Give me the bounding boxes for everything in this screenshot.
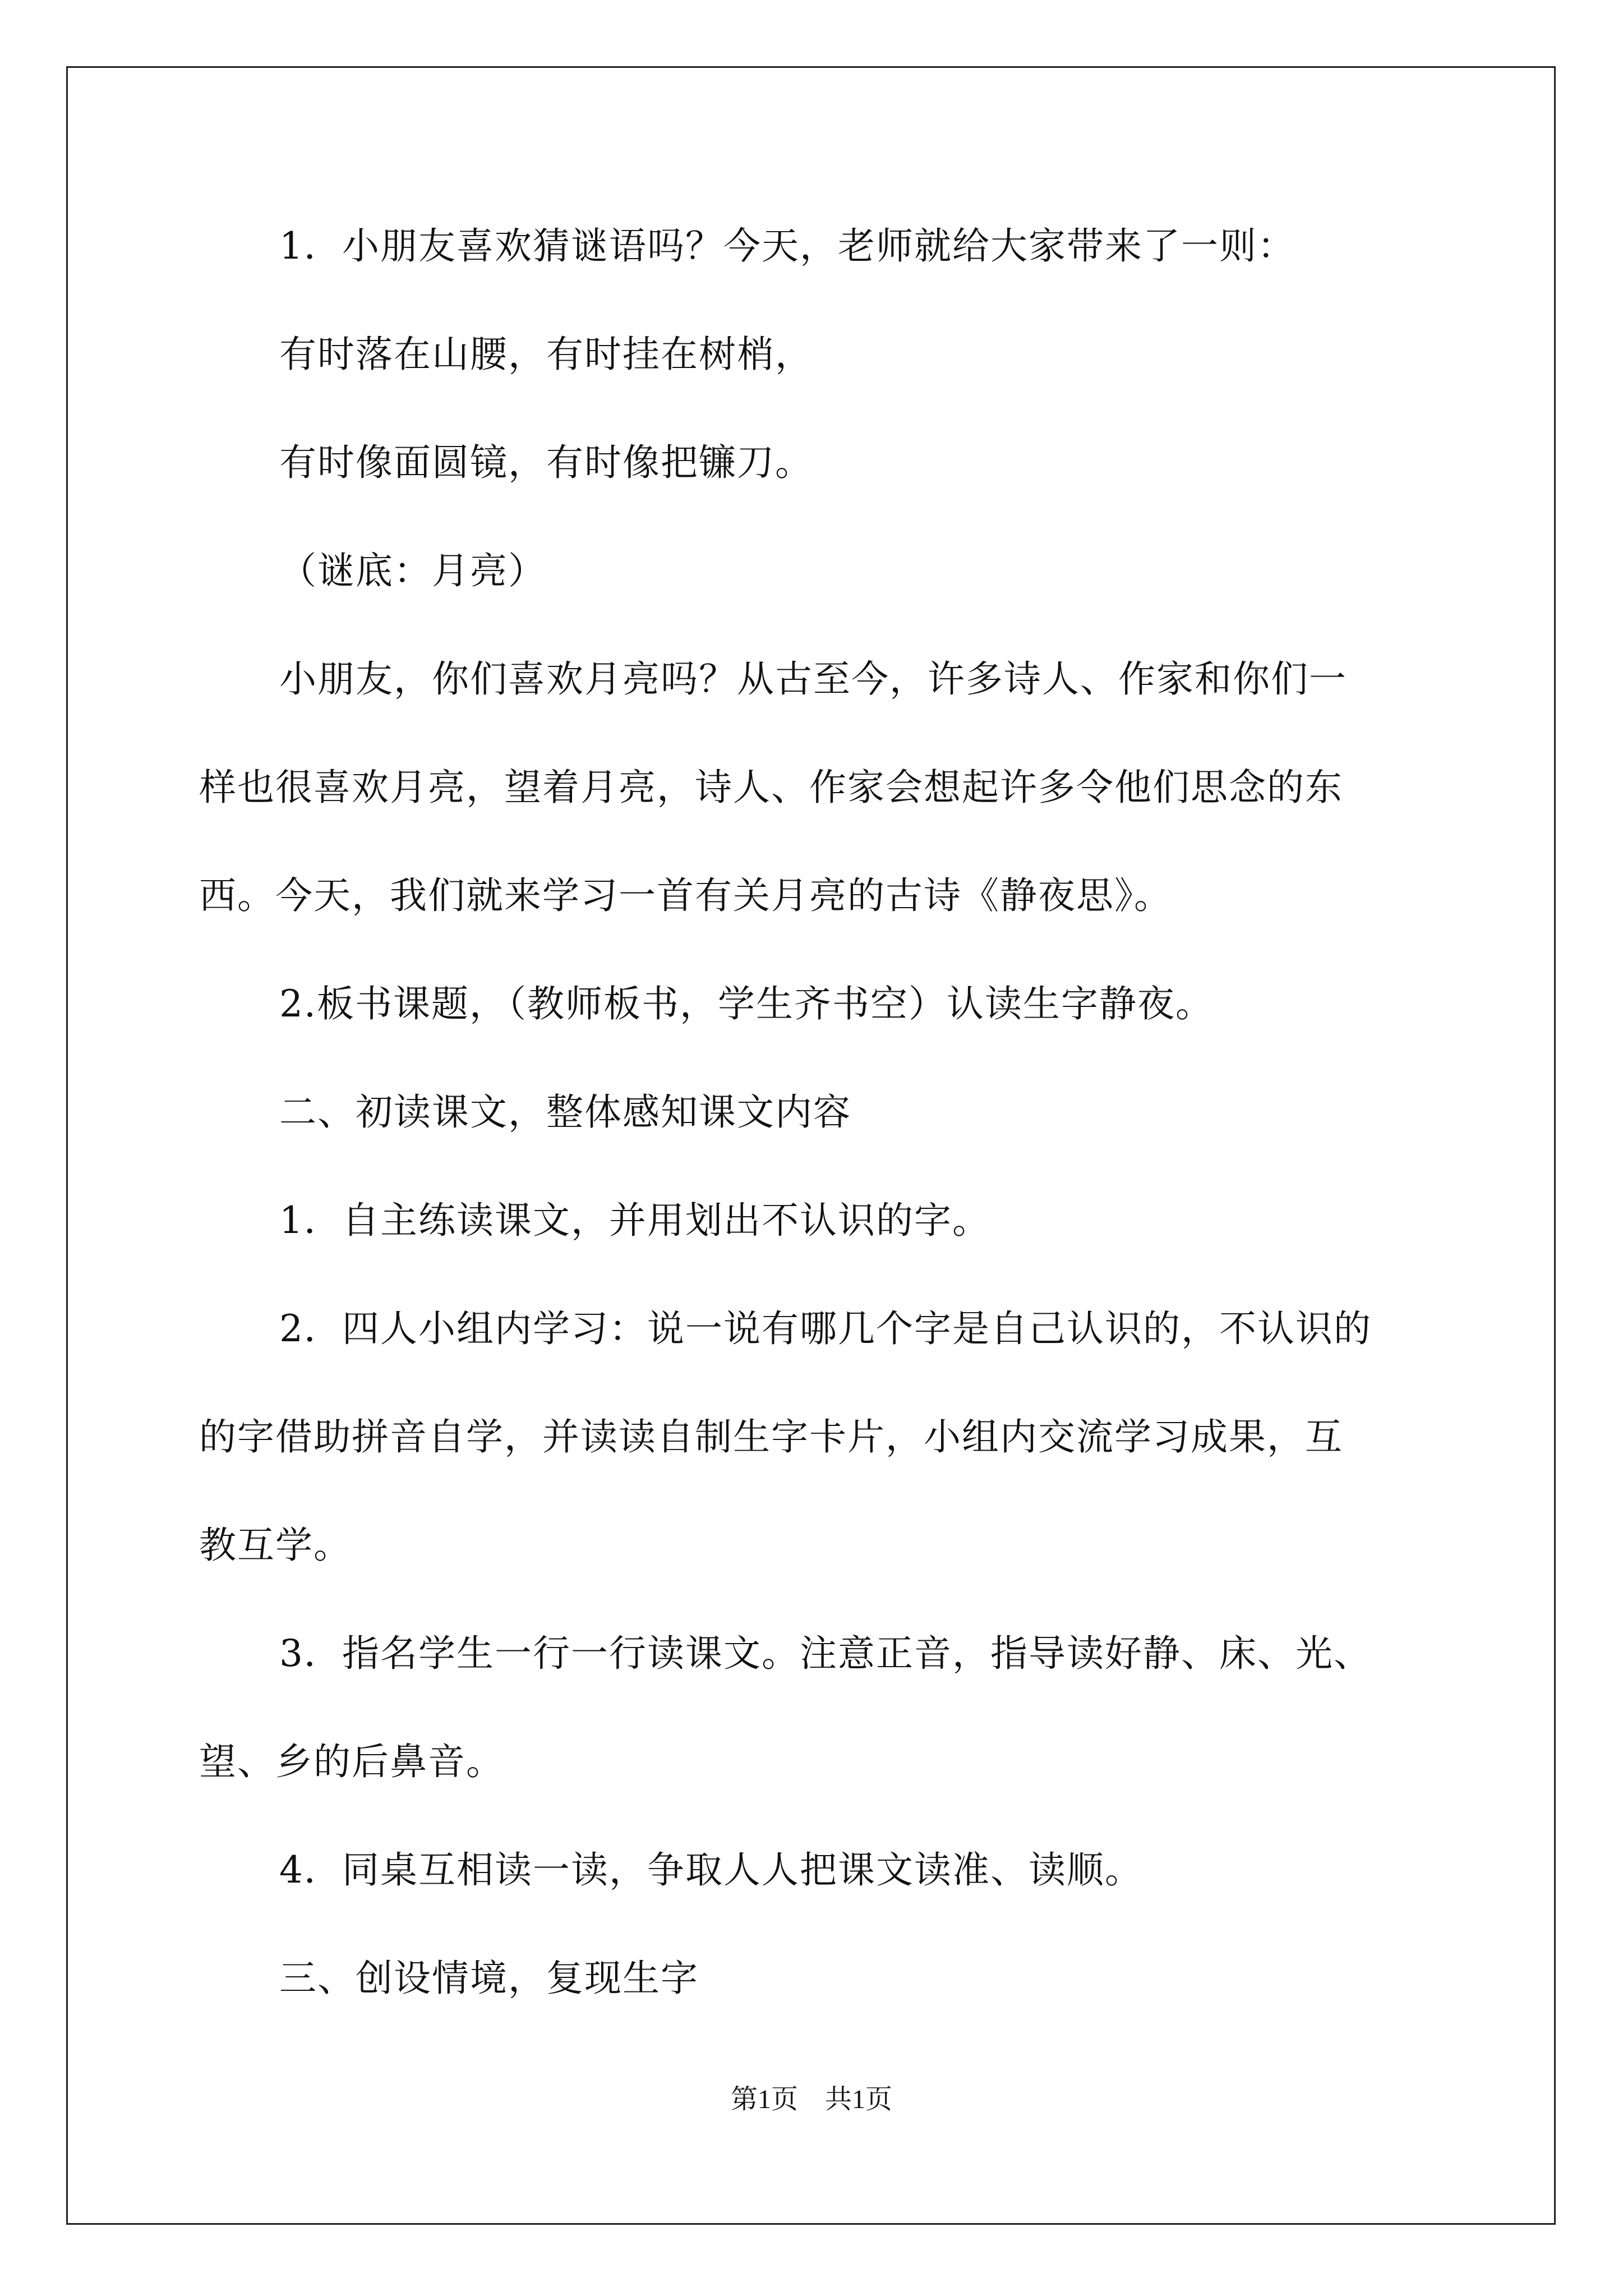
riddle-answer: （谜底：月亮）: [279, 549, 546, 592]
paragraph-moon-line-2: 样也很喜欢月亮，望着月亮，诗人、作家会想起许多令他们思念的东: [199, 766, 1343, 809]
step-3-line-2: 望、乡的后鼻音。: [199, 1740, 504, 1783]
riddle-line-1: 有时落在山腰，有时挂在树梢，: [279, 333, 813, 376]
step-4: 4．同桌互相读一读，争取人人把课文读准、读顺。: [279, 1848, 1143, 1892]
section-heading-2: 二、初读课文，整体感知课文内容: [279, 1091, 851, 1134]
step-2-line-1: 2．四人小组内学习：说一说有哪几个字是自己认识的，不认识的: [279, 1307, 1372, 1350]
step-3-line-1: 3．指名学生一行一行读课文。注意正音，指导读好静、床、光、: [279, 1632, 1372, 1675]
paragraph-riddle-intro: 1．小朋友喜欢猜谜语吗？今天，老师就给大家带来了一则：: [279, 224, 1295, 268]
step-2-line-3: 教互学。: [199, 1524, 352, 1567]
riddle-line-2: 有时像面圆镜，有时像把镰刀。: [279, 441, 813, 484]
paragraph-board-title: 2.板书课题，（教师板书，学生齐书空）认读生字静夜。: [279, 982, 1214, 1025]
paragraph-moon-line-1: 小朋友，你们喜欢月亮吗？从古至今，许多诗人、作家和你们一: [279, 657, 1347, 701]
section-heading-3: 三、创设情境，复现生字: [279, 1957, 699, 2000]
step-1: 1．自主练读课文，并用划出不认识的字。: [279, 1199, 990, 1242]
document-body: [199, 219, 1433, 2006]
total-pages: 共1页: [825, 2085, 893, 2114]
page-footer: [0, 2083, 1623, 2116]
paragraph-moon-line-3: 西。今天，我们就来学习一首有关月亮的古诗《静夜思》。: [199, 874, 1172, 917]
page-number: 第1页: [730, 2085, 798, 2114]
step-2-line-2: 的字借助拼音自学，并读读自制生字卡片，小组内交流学习成果，互: [199, 1415, 1343, 1458]
